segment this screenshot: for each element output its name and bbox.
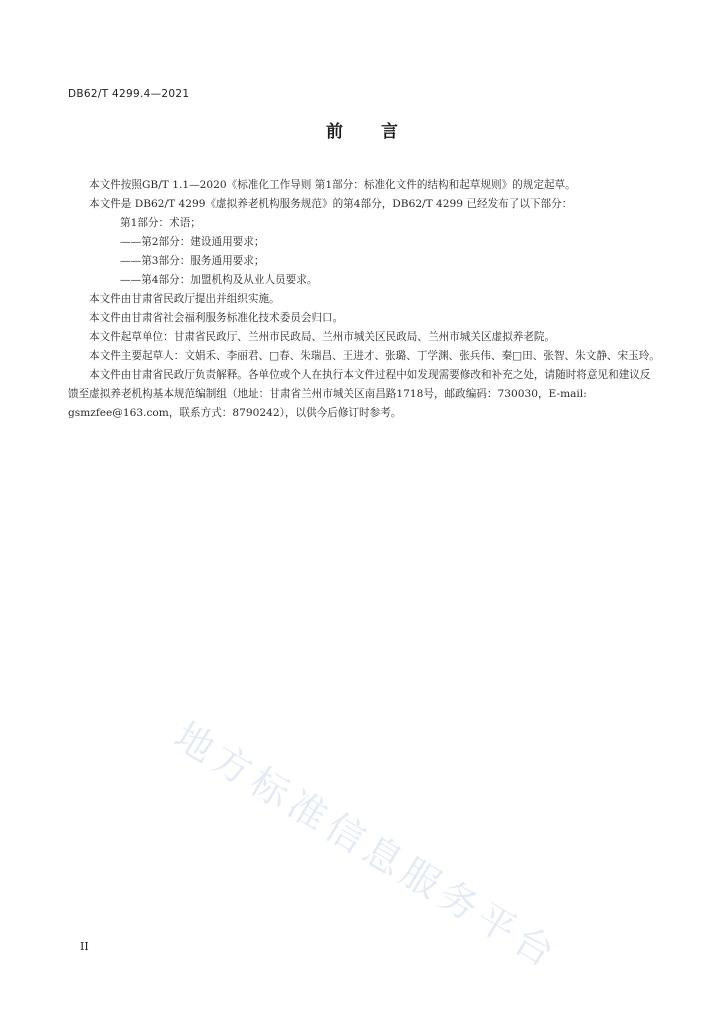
paragraph-proposer: 本文件由甘肃省民政厅提出并组织实施。	[89, 293, 280, 305]
foreword-body	[68, 176, 660, 423]
title-char-2: 言	[381, 122, 398, 142]
title-char-1: 前	[326, 122, 343, 142]
paragraph-drafters: 本文件主要起草人：文娟禾、李丽君、□春、朱瑞昌、王进才、张璐、丁学渊、张兵伟、秦□田、张智、朱文静、宋玉玲。	[89, 350, 660, 362]
watermark-text: 地方标准信息服务平台	[166, 713, 567, 978]
paragraph-series-info: 本文件是 DB62/T 4299《虚拟养老机构服务规范》的第4部分，DB62/T 4299 已经发布了以下部分：	[89, 198, 573, 210]
paragraph-drafting-units: 本文件起草单位：甘肃省民政厅、兰州市民政局、兰州市城关区民政局、兰州市城关区虚拟养老院。	[89, 331, 556, 343]
paragraph-committee: 本文件由甘肃省社会福利服务标准化技术委员会归口。	[89, 312, 344, 324]
part-item-2: ——第2部分：建设通用要求；	[120, 236, 265, 248]
page-title	[0, 117, 724, 142]
paragraph-interpretation: 本文件由甘肃省民政厅负责解释。各单位或个人在执行本文件过程中如发现需要修改和补充之处，请随时将意见和建议反馈至虚拟养老机构基本规范编制组（地址：甘肃省兰州市城关区南昌路1718号，邮政编码：730030，E-mail: gsmzfee@163.com，联系方式：8790242），以供今后修订时参考。	[68, 369, 651, 419]
part-item-3: ——第3部分：服务通用要求；	[120, 255, 265, 267]
page-number: II	[80, 940, 89, 953]
part-item-1: 第1部分：术语；	[120, 217, 201, 229]
part-item-4: ——第4部分：加盟机构及从业人员要求。	[120, 274, 318, 286]
paragraph-drafting-rules: 本文件按照GB/T 1.1—2020《标准化工作导则 第1部分：标准化文件的结构和起草规则》的规定起草。	[89, 179, 576, 191]
document-code: DB62/T 4299.4—2021	[68, 88, 190, 100]
